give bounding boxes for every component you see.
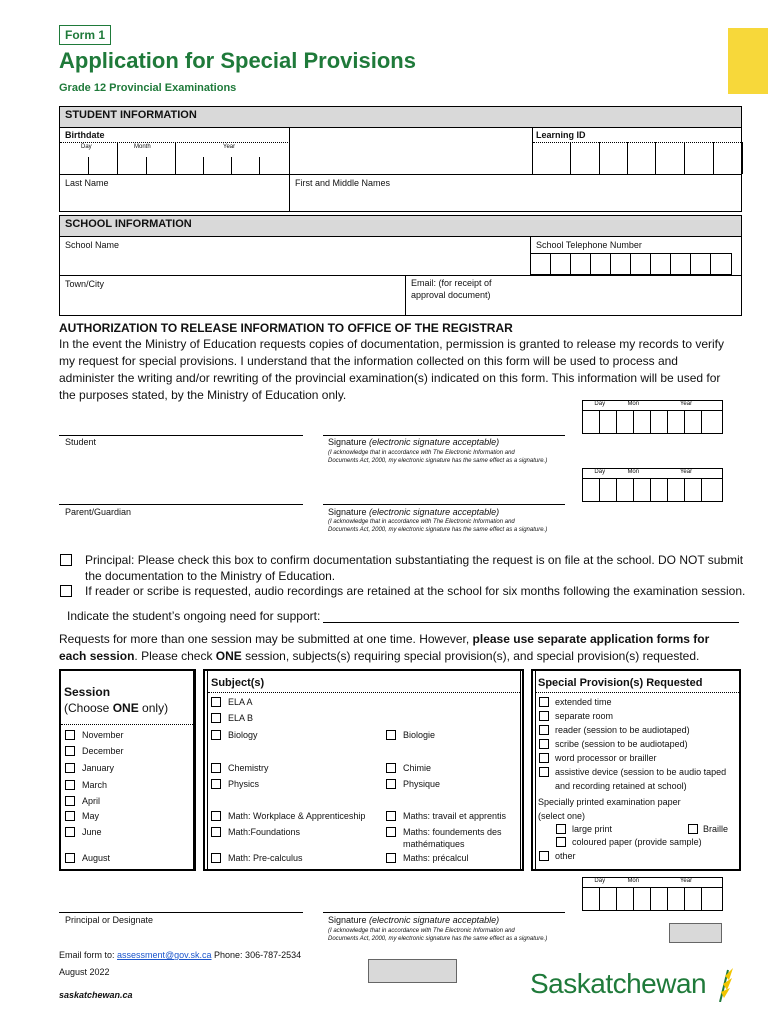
provision-checkbox-coloured[interactable] xyxy=(556,837,566,847)
mon-label: Mon xyxy=(627,401,640,407)
subject-checkbox-maths-travail[interactable] xyxy=(386,811,396,821)
session-august: August xyxy=(82,853,111,863)
saskatchewan-logo xyxy=(530,968,706,1000)
form-label-box xyxy=(59,25,111,45)
provision-checkbox-other[interactable] xyxy=(539,851,549,861)
learning-id-label: Learning ID xyxy=(536,130,586,140)
subject-maths-precalcul: Maths: précalcul xyxy=(403,853,469,863)
subject-physique: Physique xyxy=(403,779,441,789)
signature-note: (I acknowledge that in accordance with The Electronic Information and Documents Act, 2000, my electronic signature has the same effect as a signature.) xyxy=(328,450,548,464)
email-label-2: approval document) xyxy=(411,290,491,300)
id-tick xyxy=(570,142,571,174)
provision-braille: Braille xyxy=(703,824,729,834)
first-names-label: First and Middle Names xyxy=(295,178,391,188)
divider xyxy=(60,142,288,143)
principal-label: Principal or Designate xyxy=(65,915,154,925)
email-label-1: Email: (for receipt of xyxy=(411,278,492,288)
divider xyxy=(536,692,739,693)
day-label: Day xyxy=(594,469,606,475)
day-label: Day xyxy=(81,144,92,150)
divider xyxy=(520,669,521,871)
subject-checkbox-math-precalculus[interactable] xyxy=(211,853,221,863)
divider xyxy=(532,127,533,174)
signature-label: Signature (electronic signature acceptable) xyxy=(328,437,500,447)
year-label: Year xyxy=(223,144,236,150)
date-tick xyxy=(88,157,89,174)
signature-label: Signature (electronic signature acceptable) xyxy=(328,507,500,517)
provision-checkbox-separate[interactable] xyxy=(539,711,549,721)
provision-printed-2: (select one) xyxy=(538,811,586,821)
date-tick xyxy=(117,143,118,174)
requests-text: Requests for more than one session may be submitted at one time. However, please use separate application forms for each session. Please check ONE session, subjects(s) requiring special provision(s), and special provision(s) requested. xyxy=(59,632,710,663)
subject-physics: Physics xyxy=(228,779,260,789)
date-tick xyxy=(203,157,204,174)
divider xyxy=(207,669,208,871)
id-tick xyxy=(742,142,743,174)
year-label: Year xyxy=(679,878,693,884)
provision-checkbox-wp[interactable] xyxy=(539,753,549,763)
session-checkbox-june[interactable] xyxy=(65,827,75,837)
provision-scribe: scribe (session to be audiotaped) xyxy=(555,739,688,749)
ongoing-need-line[interactable] xyxy=(323,622,739,623)
date-box-principal xyxy=(582,877,723,911)
date-tick xyxy=(175,143,176,174)
parent-sig-line xyxy=(59,504,303,505)
provision-checkbox-reader[interactable] xyxy=(539,725,549,735)
divider xyxy=(533,142,741,143)
divider xyxy=(59,174,742,175)
id-tick xyxy=(599,142,600,174)
provision-assistive-1: assistive device (session to be audio taped xyxy=(555,767,727,777)
date-box-student xyxy=(582,400,723,434)
subject-checkbox-maths-precalcul[interactable] xyxy=(386,853,396,863)
provision-wp: word processor or brailler xyxy=(555,753,657,763)
reader-scribe-checkbox[interactable] xyxy=(60,585,72,597)
student-label: Student xyxy=(65,437,97,447)
school-phone-label: School Telephone Number xyxy=(536,240,642,250)
birthdate-label: Birthdate xyxy=(65,130,105,140)
session-checkbox-january[interactable] xyxy=(65,763,75,773)
subject-ela-a: ELA A xyxy=(228,697,253,707)
principal-sig-line xyxy=(59,912,303,913)
reader-scribe-text: If reader or scribe is requested, audio recordings are retained at the school for six months following the examination session. xyxy=(85,584,746,598)
form-label: Form 1 xyxy=(64,28,105,42)
divider xyxy=(208,692,520,693)
provision-other: other xyxy=(555,851,576,861)
signature-line xyxy=(323,504,565,505)
session-checkbox-november[interactable] xyxy=(65,730,75,740)
session-checkbox-december[interactable] xyxy=(65,746,75,756)
session-checkbox-march[interactable] xyxy=(65,780,75,790)
subject-checkbox-maths-fondements[interactable] xyxy=(386,827,396,837)
subject-biologie: Biologie xyxy=(403,730,436,740)
day-label: Day xyxy=(594,878,606,884)
divider xyxy=(289,127,290,212)
school-info-heading: SCHOOL INFORMATION xyxy=(59,215,742,237)
provision-checkbox-assistive[interactable] xyxy=(539,767,549,777)
subject-checkbox-ela-b[interactable] xyxy=(211,713,221,723)
subject-math-foundations: Math:Foundations xyxy=(228,827,301,837)
subject-checkbox-physics[interactable] xyxy=(211,779,221,789)
authorization-body: In the event the Ministry of Education requests copies of documentation, permission is granted to release my records to verify my request for special provisions. I understand that the information collected on this form will be used to process and administer the writing and/or rewriting of the provincial examination(s) indicated on this form. This information will be used for the purposes stated, by the Ministry of Education only. xyxy=(59,337,724,402)
email-link[interactable]: assessment@gov.sk.ca xyxy=(117,950,212,960)
session-january: January xyxy=(82,763,115,773)
session-choose-note: (Choose ONE only) xyxy=(64,701,169,715)
session-may: May xyxy=(82,811,100,821)
mon-label: Mon xyxy=(627,469,640,475)
provision-printed-1: Specially printed examination paper xyxy=(538,797,681,807)
subject-math-workplace: Math: Workplace & Apprenticeship xyxy=(228,811,366,821)
subject-maths-travail: Maths: travail et apprentis xyxy=(403,811,507,821)
footer-site: saskatchewan.ca xyxy=(59,990,133,1000)
page-title: Application for Special Provisions xyxy=(59,48,416,73)
subject-biology: Biology xyxy=(228,730,258,740)
date-box-parent xyxy=(582,468,723,502)
subject-maths-fondements-2: mathématiques xyxy=(403,839,465,849)
session-march: March xyxy=(82,780,108,790)
subject-chimie: Chimie xyxy=(403,763,432,773)
subject-checkbox-ela-a[interactable] xyxy=(211,697,221,707)
ongoing-need-label: Indicate the student’s ongoing need for support: xyxy=(67,609,321,623)
parent-label: Parent/Guardian xyxy=(65,507,132,517)
school-name-label: School Name xyxy=(65,240,120,250)
provision-checkbox-scribe[interactable] xyxy=(539,739,549,749)
signature-note: (I acknowledge that in accordance with The Electronic Information and Documents Act, 2000, my electronic signature has the same effect as a signature.) xyxy=(328,928,548,942)
student-info-heading: STUDENT INFORMATION xyxy=(59,106,742,128)
provision-extended: extended time xyxy=(555,697,612,707)
date-tick xyxy=(259,157,260,174)
subject-checkbox-math-foundations[interactable] xyxy=(211,827,221,837)
signature-line xyxy=(323,912,565,913)
subjects-heading: Subject(s) xyxy=(211,677,265,689)
provision-checkbox-large-print[interactable] xyxy=(556,824,566,834)
id-tick xyxy=(684,142,685,174)
id-tick xyxy=(655,142,656,174)
subject-ela-b: ELA B xyxy=(228,713,254,723)
divider xyxy=(61,724,193,725)
provision-coloured: coloured paper (provide sample) xyxy=(572,837,702,847)
provision-checkbox-extended[interactable] xyxy=(539,697,549,707)
session-heading: Session xyxy=(64,685,111,699)
divider xyxy=(535,669,536,871)
subject-maths-fondements-1: Maths: foundements des xyxy=(403,827,502,837)
subject-chemistry: Chemistry xyxy=(228,763,269,773)
provision-assistive-2: and recording retained at school) xyxy=(555,781,687,791)
year-label: Year xyxy=(679,469,693,475)
subject-checkbox-biologie[interactable] xyxy=(386,730,396,740)
provision-checkbox-braille[interactable] xyxy=(688,824,698,834)
session-december: December xyxy=(82,746,124,756)
id-tick xyxy=(713,142,714,174)
reset-button[interactable] xyxy=(669,923,722,943)
footer-contact: Email form to: assessment@gov.sk.ca Phone: 306-787-2534 xyxy=(59,950,302,960)
provision-separate: separate room xyxy=(555,711,614,721)
last-name-label: Last Name xyxy=(65,178,109,188)
subject-checkbox-biology[interactable] xyxy=(211,730,221,740)
session-june: June xyxy=(82,827,102,837)
mon-label: Mon xyxy=(627,878,640,884)
submit-button[interactable] xyxy=(368,959,457,983)
signature-label: Signature (electronic signature acceptable) xyxy=(328,915,500,925)
session-november: November xyxy=(82,730,124,740)
id-tick xyxy=(627,142,628,174)
month-label: Month xyxy=(134,144,151,150)
signature-line xyxy=(323,435,565,436)
footer-date: August 2022 xyxy=(59,967,110,977)
date-tick xyxy=(146,157,147,174)
session-checkbox-may[interactable] xyxy=(65,811,75,821)
provisions-heading: Special Provision(s) Requested xyxy=(538,677,703,689)
logo-text: Saskatchewan xyxy=(530,968,707,999)
year-label: Year xyxy=(679,401,693,407)
subject-checkbox-chemistry[interactable] xyxy=(211,763,221,773)
principal-confirm-text-2: the documentation to the Ministry of Education. xyxy=(85,569,336,583)
subject-checkbox-math-workplace[interactable] xyxy=(211,811,221,821)
authorization-heading: AUTHORIZATION TO RELEASE INFORMATION TO OFFICE OF THE REGISTRAR xyxy=(59,321,513,335)
signature-note: (I acknowledge that in accordance with The Electronic Information and Documents Act, 2000, my electronic signature has the same effect as a signature.) xyxy=(328,519,548,533)
subject-checkbox-chimie[interactable] xyxy=(386,763,396,773)
divider xyxy=(405,275,406,316)
divider xyxy=(193,669,194,871)
date-tick xyxy=(231,157,232,174)
subject-checkbox-physique[interactable] xyxy=(386,779,396,789)
divider xyxy=(59,275,742,276)
session-box xyxy=(59,669,196,871)
student-info-box xyxy=(59,127,742,212)
session-checkbox-august[interactable] xyxy=(65,853,75,863)
wheat-icon xyxy=(714,966,736,1002)
principal-confirm-text-1: Principal: Please check this box to confirm documentation substantiating the request is on file at the school. DO NOT submit xyxy=(85,553,744,567)
session-april: April xyxy=(82,796,101,806)
principal-confirm-checkbox[interactable] xyxy=(60,554,72,566)
student-sig-line xyxy=(59,435,303,436)
session-checkbox-april[interactable] xyxy=(65,796,75,806)
provision-large-print: large print xyxy=(572,824,613,834)
town-label: Town/City xyxy=(65,279,105,289)
day-label: Day xyxy=(594,401,606,407)
page-subtitle: Grade 12 Provincial Examinations xyxy=(59,82,237,94)
yellow-tab xyxy=(728,28,768,94)
phone-cells xyxy=(531,253,732,275)
subject-math-precalculus: Math: Pre-calculus xyxy=(228,853,303,863)
provision-reader: reader (session to be audiotaped) xyxy=(555,725,690,735)
